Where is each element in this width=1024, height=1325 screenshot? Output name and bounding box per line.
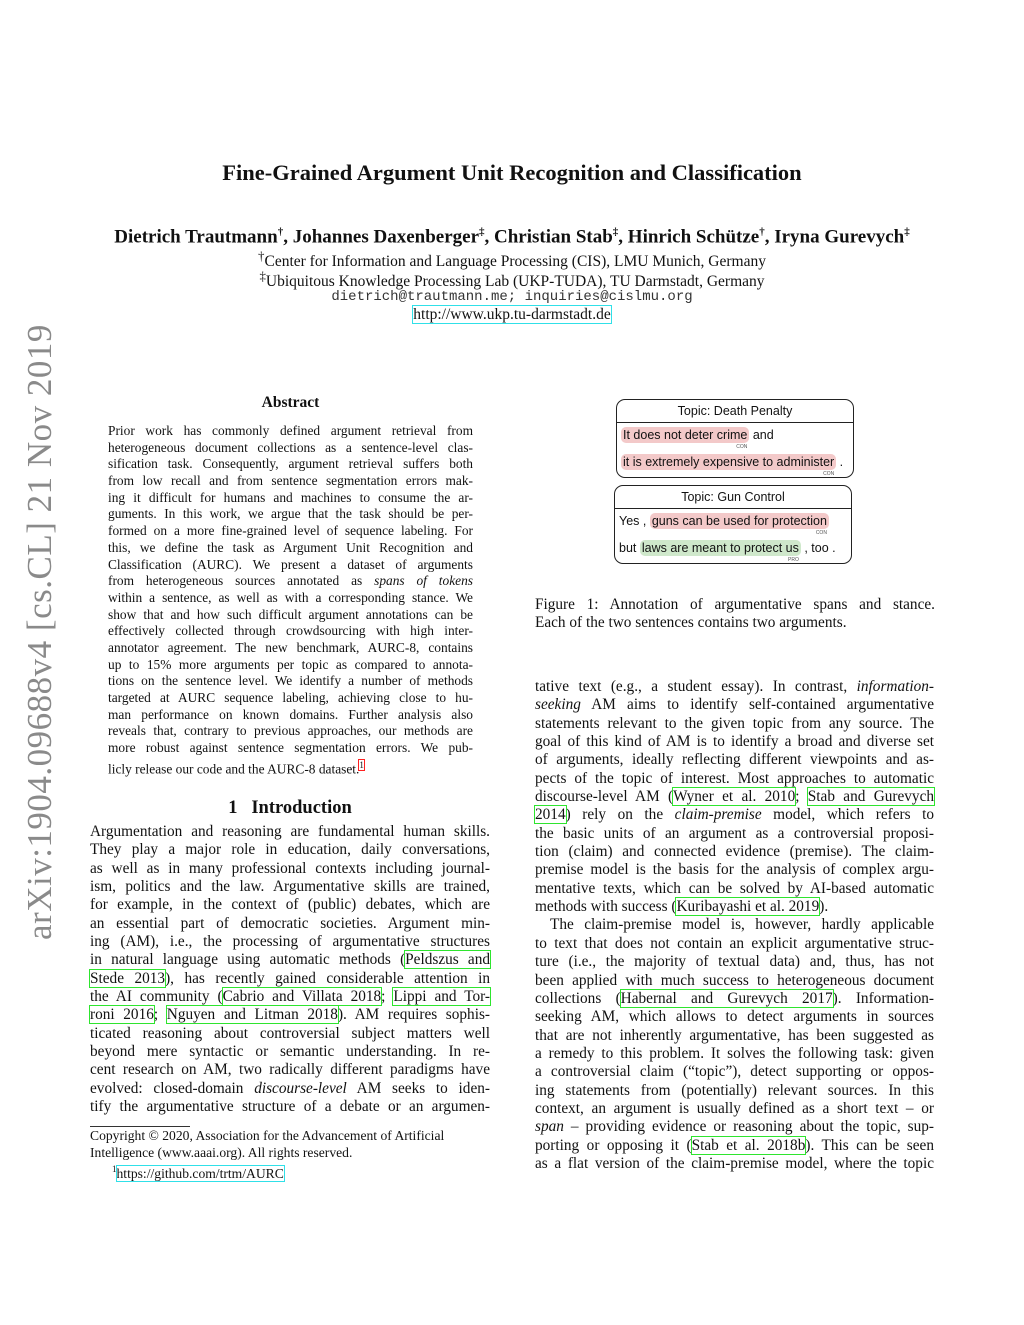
italic-text: seeking xyxy=(535,696,581,714)
text-line xyxy=(535,678,934,696)
text-line xyxy=(535,1118,934,1136)
argument-span-con xyxy=(621,427,749,450)
argument-span-text: it is extremely expensive to administer xyxy=(623,455,835,469)
text-run: guments. In this work, we argue that the task should be per- xyxy=(108,506,473,522)
citation-link[interactable]: Wyner et al. 2010 xyxy=(673,788,796,806)
text-line xyxy=(90,915,490,933)
text-line xyxy=(108,657,473,674)
stance-label: CON xyxy=(823,471,835,477)
text-run: as a flat version of the claim-premise model, where the topic xyxy=(535,1154,934,1172)
affiliation-2 xyxy=(0,268,1024,291)
text-run: porting or opposing it ( xyxy=(535,1136,692,1154)
citation-link[interactable]: Cabrio and Villata 2018 xyxy=(222,988,382,1006)
author-list: Dietrich Trautmann†, Johannes Daxenberger‡, Christian Stab‡, Hinrich Schütze†, Iryna Gurevych‡ xyxy=(114,226,910,248)
text-run: ) rely on the xyxy=(565,806,675,824)
argument-span-con xyxy=(650,513,829,536)
text-run: ing (AM), i.e., the processing of argumentative structures xyxy=(90,933,490,951)
citation-link[interactable]: Nguyen and Litman 2018 xyxy=(166,1006,338,1024)
text-run: ). AM requires sophis- xyxy=(337,1006,491,1024)
text-line xyxy=(108,623,473,640)
argument-span-pro xyxy=(640,540,801,563)
footnote-ref-link[interactable]: 1 xyxy=(359,759,364,770)
italic-text: spans of tokens xyxy=(374,573,473,589)
text-line xyxy=(535,806,934,824)
annotated-sentence xyxy=(617,450,853,477)
text-run: to text that does not contain an explicit argumentative struc- xyxy=(535,934,934,952)
text-line xyxy=(535,1137,934,1155)
token-text: but xyxy=(619,541,640,555)
text-run: ture (i.e., the majority of textual data) and, thus, has not xyxy=(535,953,934,971)
text-line xyxy=(108,690,473,707)
text-line xyxy=(535,1100,934,1118)
token-text: , too . xyxy=(800,541,836,555)
text-line xyxy=(90,878,490,896)
affiliation-mark: ‡ xyxy=(259,268,266,283)
text-line xyxy=(108,740,473,757)
introduction-body xyxy=(90,823,490,1117)
text-line xyxy=(90,1043,490,1061)
text-line xyxy=(535,1082,934,1100)
text-run: heterogeneous document collections as a sentence-level clas- xyxy=(108,439,473,455)
text-line xyxy=(90,1061,490,1079)
text-run: ; xyxy=(795,788,808,806)
text-run: tions on the sentence level. We identify a number of methods xyxy=(108,673,473,689)
text-run: in natural language using automatic methods ( xyxy=(90,951,406,969)
text-run: cent research on AM, two radically different paradigms have xyxy=(90,1061,490,1079)
author-name: Johannes Daxenberger xyxy=(292,226,480,248)
text-line xyxy=(535,1008,934,1026)
stance-label: PRO xyxy=(788,557,799,563)
text-line xyxy=(90,988,490,1006)
text-run: that are not inherently argumentative, has been suggested as xyxy=(535,1026,934,1044)
text-run: ). Information- xyxy=(832,989,934,1007)
text-run: discourse-level AM ( xyxy=(535,788,674,806)
text-line xyxy=(90,1025,490,1043)
figure-1 xyxy=(535,395,935,575)
citation-link[interactable]: Stede 2013 xyxy=(90,969,166,987)
italic-text: information- xyxy=(856,678,934,695)
text-run: ). This can be seen xyxy=(805,1136,934,1154)
text-line xyxy=(108,673,473,690)
text-line xyxy=(535,916,934,934)
argument-span-text: guns can be used for protection xyxy=(651,514,827,528)
text-run: the basic units of an argument as a controversial proposi- xyxy=(535,824,934,842)
text-run: ing statements from (potentially) relevant sources. In this xyxy=(535,1081,934,1099)
text-run: collections ( xyxy=(535,989,621,1007)
text-line xyxy=(108,440,473,457)
section-heading-introduction xyxy=(90,798,490,819)
caption-line: Each of the two sentences contains two arguments. xyxy=(535,614,847,632)
text-line xyxy=(90,1006,490,1024)
text-run: annotator agreement. The new benchmark, AURC-8, contains xyxy=(108,639,473,655)
paper-title: Fine-Grained Argument Unit Recognition and Classification xyxy=(222,160,802,185)
text-run: pects of the topic of interest. Most approaches to automatic xyxy=(535,769,934,787)
text-run: ; xyxy=(381,988,394,1006)
text-run: sification task. Consequently, argument retrieval suffers both xyxy=(108,456,473,472)
text-line xyxy=(535,990,934,1008)
topic-heading: Topic: Gun Control xyxy=(615,486,851,509)
text-run: AM seeks to iden- xyxy=(346,1079,490,1097)
author-name: Christian Stab xyxy=(494,226,613,248)
text-line xyxy=(535,843,934,861)
text-run: been applied with much success to heterogeneous document xyxy=(535,971,934,989)
text-line xyxy=(90,1098,490,1116)
text-line xyxy=(108,757,473,777)
text-run: Prior work has commonly defined argument retrieval from xyxy=(108,423,473,438)
text-run: man performance on known domains. Further analysis also xyxy=(108,706,473,722)
text-line xyxy=(535,715,934,733)
author-name: Hinrich Schütze xyxy=(627,226,760,248)
text-run: within a sentence, as well as with a corresponding stance. We xyxy=(108,589,473,605)
text-line xyxy=(535,880,934,898)
italic-text: claim-premise xyxy=(674,806,762,824)
annotated-sentence xyxy=(617,423,853,450)
text-run: ), has recently gained considerable attention in xyxy=(165,969,490,987)
text-run: beyond mere syntactic or semantic understanding. In re- xyxy=(90,1043,490,1061)
text-line xyxy=(535,861,934,879)
author-mark: † xyxy=(277,226,284,238)
text-run: a remedy to this problem. It solves the following task: given xyxy=(535,1044,934,1062)
author-name: Dietrich Trautmann xyxy=(114,226,278,248)
author-name: Iryna Gurevych xyxy=(774,226,905,248)
citation-link[interactable]: Stab and Gurevych xyxy=(807,788,935,806)
text-run: methods with success ( xyxy=(535,898,677,916)
text-line xyxy=(535,788,934,806)
text-run: tative text (e.g., a student essay). In contrast, xyxy=(535,678,857,695)
text-line xyxy=(90,951,490,969)
text-run: as well as in many professional contexts including journal- xyxy=(90,859,490,877)
text-line xyxy=(108,723,473,740)
section-number: 1 xyxy=(228,798,238,818)
text-run: show that and how such difficult argument annotations can be xyxy=(108,606,473,622)
topic-panel xyxy=(616,399,854,478)
text-line xyxy=(108,540,473,557)
italic-text: discourse-level xyxy=(254,1079,347,1097)
copyright-line: Intelligence (www.aaai.org). All rights reserved. xyxy=(90,1144,353,1160)
text-run: licly release our code and the AURC-8 dataset. xyxy=(108,761,360,777)
copyright-notice xyxy=(90,1128,500,1182)
text-run: ism, politics and the law. Argumentative skills are trained, xyxy=(90,878,490,896)
text-line xyxy=(535,751,934,769)
annotated-sentence xyxy=(615,536,851,563)
text-run: more robust against sentence segmentation errors. We pub- xyxy=(108,740,473,756)
text-run: the AI community ( xyxy=(90,988,223,1006)
figure-caption xyxy=(535,596,935,633)
text-line xyxy=(90,896,490,914)
text-line xyxy=(535,733,934,751)
citation-link[interactable]: 2014 xyxy=(535,806,566,824)
text-line xyxy=(108,506,473,523)
author-emails: dietrich@trautmann.me; inquiries@cislmu.org xyxy=(331,289,693,305)
text-run: The claim-premise model is, however, hardly applicable xyxy=(550,916,934,934)
footnote-divider xyxy=(90,1126,190,1127)
text-run: tion (claim) and connected evidence (premise). The claim- xyxy=(535,843,934,861)
text-line xyxy=(535,898,934,916)
affiliation-text: Ubiquitous Knowledge Processing Lab (UKP-TUDA), TU Darmstadt, Germany xyxy=(265,273,765,291)
text-run: model, which refers to xyxy=(761,806,934,824)
stance-label: CON xyxy=(815,530,827,536)
text-line xyxy=(535,1045,934,1063)
text-run: tify the argumentative structure of a debate or an argumen- xyxy=(90,1098,490,1116)
text-run: up to 15% more arguments per topic as compared to annota- xyxy=(108,656,473,672)
text-run: context, an argument is usually defined as a short text – or xyxy=(535,1099,934,1117)
section-title: Introduction xyxy=(251,798,352,818)
text-line xyxy=(535,825,934,843)
author-mark: ‡ xyxy=(904,226,910,238)
text-line xyxy=(108,640,473,657)
topic-panel xyxy=(614,485,852,564)
text-run: evolved: closed-domain xyxy=(90,1079,255,1097)
italic-text: span xyxy=(535,1118,564,1136)
citation-link[interactable]: Lippi and Tor- xyxy=(393,988,491,1006)
right-column-body xyxy=(535,678,934,1173)
text-run: ticated reasoning about controversial subject matters well xyxy=(90,1024,490,1042)
author-mark: † xyxy=(759,226,765,238)
caption-line: Figure 1: Annotation of argumentative spans and stance. xyxy=(535,596,935,613)
text-line xyxy=(90,841,490,859)
text-line xyxy=(535,1155,934,1173)
text-line xyxy=(108,607,473,624)
author-mark: ‡ xyxy=(479,226,485,238)
copyright-line: Copyright © 2020, Association for the Advancement of Artificial xyxy=(90,1128,445,1143)
text-line xyxy=(108,573,473,590)
argument-span-text: laws are meant to protect us xyxy=(641,541,799,555)
text-line xyxy=(90,823,490,841)
token-text: Yes , xyxy=(619,514,650,528)
text-run: of arguments, ideally reflecting different viewpoints and as- xyxy=(535,751,934,769)
text-line xyxy=(108,557,473,574)
text-line xyxy=(90,933,490,951)
footnote-mark: 1 xyxy=(112,1164,117,1174)
text-run: from heterogeneous sources annotated as xyxy=(108,573,375,589)
text-line xyxy=(90,860,490,878)
text-line xyxy=(535,1063,934,1081)
text-run: Argumentation and reasoning are fundamental human skills. xyxy=(90,823,490,840)
lab-url-link[interactable]: http://www.ukp.tu-darmstadt.de xyxy=(413,306,611,323)
text-line xyxy=(108,423,473,440)
topic-heading: Topic: Death Penalty xyxy=(617,400,853,423)
citation-link[interactable]: Habernal and Gurevych 2017 xyxy=(620,989,833,1007)
affiliation-mark: † xyxy=(258,248,265,263)
text-line xyxy=(108,456,473,473)
text-run: for example, in the context of (public) debates, which are xyxy=(90,896,490,914)
footnote-github-link[interactable]: https://github.com/trtm/AURC xyxy=(116,1165,284,1181)
text-run: from low recall and from sentence segmentation errors mak- xyxy=(108,473,473,489)
text-line xyxy=(108,707,473,724)
text-line xyxy=(535,972,934,990)
abstract-heading: Abstract xyxy=(261,394,320,411)
citation-link[interactable]: roni 2016 xyxy=(90,1006,154,1024)
text-line xyxy=(535,770,934,788)
text-run: goal of this kind of AM is to identify a broad and diverse set xyxy=(535,733,934,751)
text-line xyxy=(90,970,490,988)
citation-link[interactable]: Kuribayashi et al. 2019 xyxy=(676,898,820,916)
text-run: seeking AM, which allows to detect arguments in sources xyxy=(535,1008,934,1026)
text-run: ; xyxy=(153,1006,167,1024)
affiliation-text: Center for Information and Language Processing (CIS), LMU Munich, Germany xyxy=(264,253,766,271)
token-text: and xyxy=(749,428,774,442)
argument-span-con xyxy=(621,454,836,477)
text-line xyxy=(90,1080,490,1098)
text-line xyxy=(108,473,473,490)
text-line xyxy=(535,935,934,953)
text-line xyxy=(108,490,473,507)
stance-label: CON xyxy=(736,444,748,450)
text-run: formed on a more fine-grained level of sequence labeling. For xyxy=(108,523,473,539)
text-line xyxy=(535,696,934,714)
citation-link[interactable]: Peldszus and xyxy=(405,951,490,969)
text-run: ). xyxy=(819,898,829,916)
text-run: AM aims to identify self-contained argumentative xyxy=(580,696,934,714)
text-run: an essential part of democratic societies. Argument min- xyxy=(90,914,490,932)
citation-link[interactable]: Stab et al. 2018b xyxy=(691,1136,806,1154)
text-run: targeted at AURC sequence labeling, achieving close to hu- xyxy=(108,690,473,705)
abstract-body xyxy=(108,423,473,777)
token-text: . xyxy=(836,455,844,469)
argument-span-text: It does not deter crime xyxy=(623,428,748,442)
text-run: premise model is the basis for the analysis of complex argu- xyxy=(535,861,934,879)
annotated-sentence xyxy=(615,509,851,536)
text-run: a controversial claim (“topic”), detect supporting or oppos- xyxy=(535,1063,934,1081)
text-run: Classification (AURC). We present a dataset of arguments xyxy=(108,556,473,572)
text-line xyxy=(108,590,473,607)
text-run: statements relevant to the given topic from any source. The xyxy=(535,714,934,732)
text-run: effectively collected through crowdsourcing with high inter- xyxy=(108,623,473,639)
arxiv-side-label: arXiv:1904.09688v4 [cs.CL] 21 Nov 2019 xyxy=(20,324,59,940)
text-line xyxy=(535,1027,934,1045)
text-run: reveals that, contrary to previous approaches, our methods are xyxy=(108,723,473,739)
text-run: ing it difficult for humans and machines to consume the ar- xyxy=(108,489,473,505)
text-line xyxy=(108,523,473,540)
text-run: this, we define the task as Argument Unit Recognition and xyxy=(108,539,473,555)
author-mark: ‡ xyxy=(612,226,619,238)
text-run: They play a major role in education, daily conversations, xyxy=(90,841,490,859)
text-run: – providing evidence or reasoning about the topic, sup- xyxy=(563,1118,934,1136)
text-line xyxy=(535,953,934,971)
text-run: mentative texts, which can be solved by AI-based automatic xyxy=(535,879,934,897)
